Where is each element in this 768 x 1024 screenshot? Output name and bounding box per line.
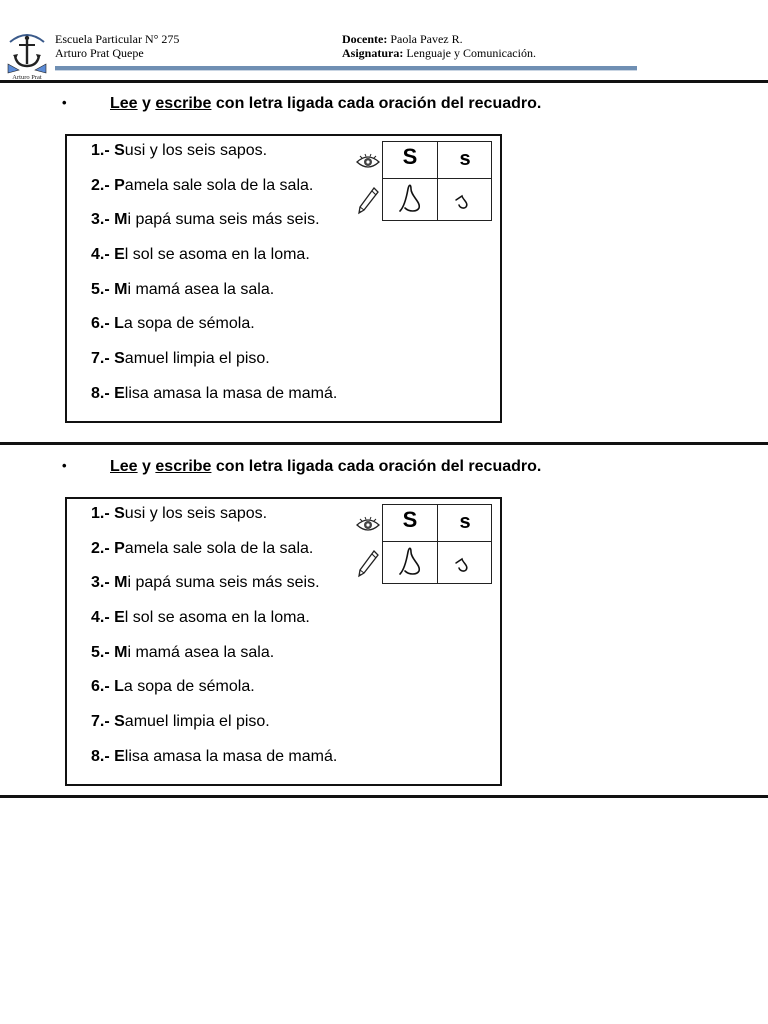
sentence-text: l sol se asoma en la loma.: [124, 246, 310, 264]
sentence-4: [91, 243, 337, 278]
school-crest-icon: [4, 26, 50, 80]
sentence-8: [91, 745, 337, 780]
sentence-list: [91, 139, 337, 417]
sentence-2: [91, 174, 337, 209]
sentence-text: lisa amasa la masa de mamá.: [124, 384, 338, 402]
header-rule-shadow: [55, 70, 637, 71]
subject-name: Lenguaje y Comunicación.: [406, 46, 536, 60]
sentence-text: amuel limpia el piso.: [124, 713, 270, 731]
sentence-number: 7.-: [91, 713, 110, 731]
sentence-number: 6.-: [91, 678, 110, 696]
sentence-initial: E: [114, 747, 125, 765]
table-divider: [383, 178, 491, 179]
sentence-6: [91, 675, 337, 710]
sentence-box: [65, 134, 502, 423]
sentence-6: [91, 312, 337, 347]
pencil-icon: [356, 186, 380, 216]
sentence-1: [91, 139, 337, 174]
sentence-number: 4.-: [91, 609, 110, 627]
page-header: [0, 0, 768, 82]
sentence-initial: L: [114, 315, 124, 333]
sentence-list: [91, 502, 337, 780]
sentence-text: amela sale sola de la sala.: [124, 176, 314, 194]
teacher-info: [342, 32, 536, 60]
sentence-5: [91, 641, 337, 676]
sentence-number: 6.-: [91, 315, 110, 333]
sentence-7: [91, 347, 337, 382]
sentence-number: 1.-: [91, 505, 110, 522]
sentence-4: [91, 606, 337, 641]
sentence-number: 2.-: [91, 539, 110, 557]
instruction-y: y: [142, 95, 151, 112]
cursive-uppercase-s-icon: [397, 547, 425, 577]
subject-label: Asignatura:: [342, 46, 404, 60]
sentence-number: 3.-: [91, 211, 110, 229]
cursive-lowercase-s-icon: [453, 192, 473, 212]
sentence-number: 5.-: [91, 280, 110, 298]
instruction-escribe: escribe: [155, 458, 212, 475]
sentence-3: [91, 571, 337, 606]
pencil-icon: [356, 549, 380, 579]
teacher-label: Docente:: [342, 32, 388, 46]
sentence-text: a sopa de sémola.: [123, 315, 255, 333]
bullet: •: [62, 95, 67, 110]
sentence-8: [91, 382, 337, 417]
sentence-number: 8.-: [91, 384, 110, 402]
sentence-number: 4.-: [91, 246, 110, 264]
instruction-rest: con letra ligada cada oración del recuadro.: [215, 458, 542, 475]
letter-table: [382, 141, 492, 221]
sentence-5: [91, 278, 337, 313]
sentence-1: [91, 502, 337, 537]
sentence-text: i papá suma seis más seis.: [127, 574, 320, 592]
cursive-uppercase-s-icon: [397, 184, 425, 214]
table-divider: [383, 541, 491, 542]
sentence-initial: S: [114, 142, 125, 159]
eye-icon: [356, 153, 380, 171]
exercise-section-2: [0, 458, 768, 818]
sentence-initial: L: [114, 678, 124, 696]
sentence-3: [91, 208, 337, 243]
instruction-line: [62, 95, 541, 113]
sentence-text: lisa amasa la masa de mamá.: [124, 747, 338, 765]
divider-middle: [0, 442, 768, 445]
sentence-initial: M: [114, 574, 128, 592]
instruction-rest: con letra ligada cada oración del recuadro.: [215, 95, 542, 112]
logo-caption: Arturo Prat: [12, 74, 42, 80]
sentence-text: l sol se asoma en la loma.: [124, 609, 310, 627]
instruction-escribe: escribe: [155, 95, 212, 112]
divider-top: [0, 80, 768, 83]
sentence-2: [91, 537, 337, 572]
sentence-number: 3.-: [91, 574, 110, 592]
sentence-box: [65, 497, 502, 786]
instruction-line: [62, 458, 541, 476]
exercise-section-1: [0, 95, 768, 455]
sentence-number: 8.-: [91, 747, 110, 765]
sentence-text: i mamá asea la sala.: [127, 280, 275, 298]
bullet: •: [62, 458, 67, 473]
eye-icon: [356, 516, 380, 534]
teacher-line: [342, 32, 536, 46]
teacher-name: Paola Pavez R.: [390, 32, 463, 46]
divider-bottom: [0, 795, 768, 798]
uppercase-letter: S: [402, 507, 418, 532]
sentence-7: [91, 710, 337, 745]
sentence-initial: P: [114, 539, 125, 557]
uppercase-letter: S: [402, 144, 418, 169]
letter-table: [382, 504, 492, 584]
school-name: [55, 32, 179, 60]
sentence-initial: E: [114, 609, 125, 627]
sentence-initial: M: [114, 211, 128, 229]
sentence-text: amela sale sola de la sala.: [124, 539, 314, 557]
sentence-text: amuel limpia el piso.: [124, 350, 270, 368]
school-line1: Escuela Particular N° 275: [55, 32, 180, 46]
sentence-number: 7.-: [91, 350, 110, 368]
sentence-initial: E: [114, 384, 125, 402]
sentence-text: usi y los seis sapos.: [124, 505, 268, 522]
sentence-initial: S: [114, 505, 125, 522]
sentence-initial: S: [114, 350, 125, 368]
sentence-number: 1.-: [91, 142, 110, 159]
sentence-text: usi y los seis sapos.: [124, 142, 268, 159]
sentence-text: a sopa de sémola.: [123, 678, 255, 696]
lowercase-letter: s: [459, 511, 471, 533]
instruction-lee: Lee: [110, 458, 138, 475]
lowercase-letter: s: [459, 148, 471, 170]
sentence-initial: E: [114, 246, 125, 264]
sentence-text: i papá suma seis más seis.: [127, 211, 320, 229]
sentence-text: i mamá asea la sala.: [127, 643, 275, 661]
cursive-lowercase-s-icon: [453, 555, 473, 575]
sentence-number: 2.-: [91, 176, 110, 194]
school-line2: Arturo Prat Quepe: [55, 46, 144, 60]
subject-line: [342, 46, 536, 60]
instruction-lee: Lee: [110, 95, 138, 112]
sentence-initial: M: [114, 643, 128, 661]
sentence-initial: M: [114, 280, 128, 298]
sentence-number: 5.-: [91, 643, 110, 661]
sentence-initial: P: [114, 176, 125, 194]
sentence-initial: S: [114, 713, 125, 731]
instruction-y: y: [142, 458, 151, 475]
